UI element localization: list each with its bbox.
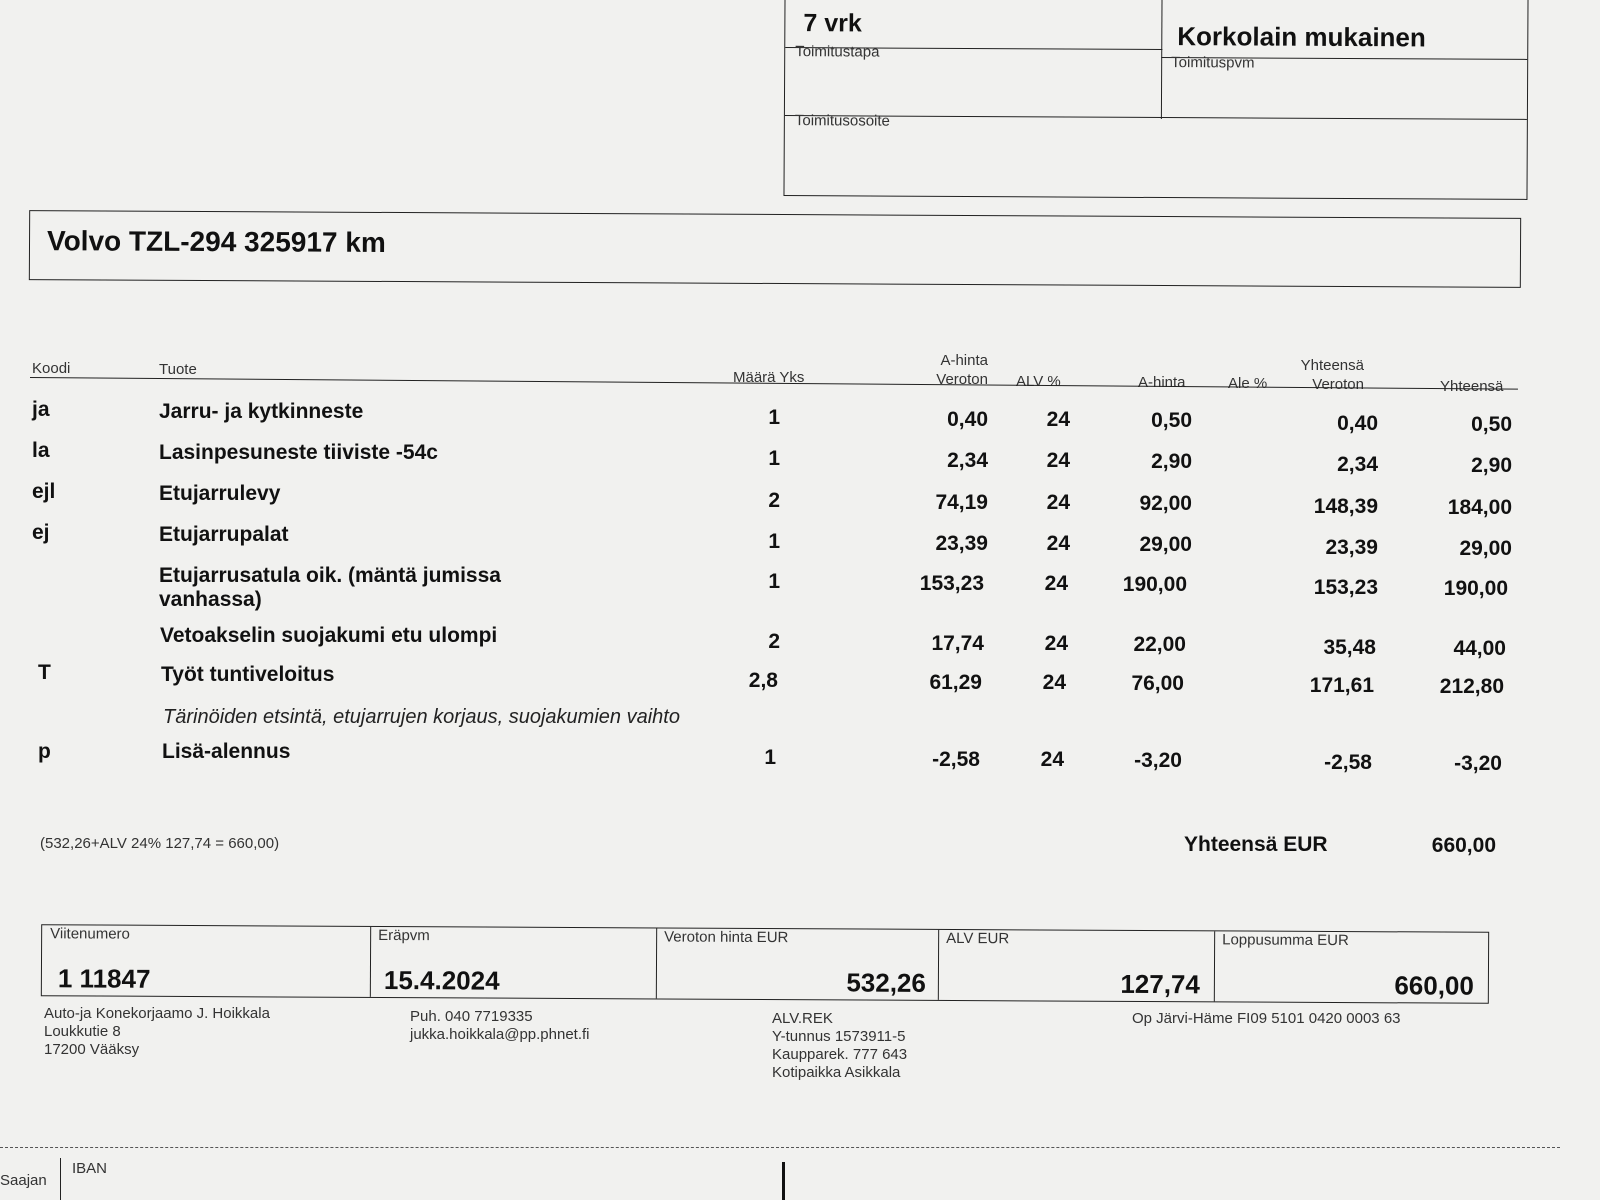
- table-row: [0, 562, 1600, 618]
- row-total-net: 171,61: [1309, 674, 1374, 697]
- row-price-net: -2,58: [932, 748, 980, 771]
- row-price-net: 23,39: [935, 532, 988, 555]
- row-total-net: -2,58: [1324, 751, 1372, 774]
- cut-line: [0, 1147, 1560, 1148]
- table-row: [0, 439, 1600, 477]
- vat-amount: 127,74: [1120, 968, 1200, 1000]
- col-unit-price-net-1: A-hinta: [940, 352, 988, 369]
- col-total-net-2: Veroton: [1312, 376, 1364, 393]
- row-price: -3,20: [1134, 749, 1182, 772]
- col-qty-unit: Määrä Yks: [733, 369, 805, 386]
- row-price: 76,00: [1131, 672, 1184, 695]
- table-row: [0, 622, 1600, 660]
- company-vat-reg: ALV.REK: [772, 1010, 833, 1027]
- delivery-days: 7 vrk: [803, 9, 862, 38]
- row-qty: 1: [768, 570, 780, 593]
- row-code: ej: [32, 521, 50, 544]
- row-total: 212,80: [1439, 675, 1504, 698]
- row-code: la: [32, 439, 50, 462]
- vehicle-info: Volvo TZL-294 325917 km: [46, 225, 386, 258]
- due-date: 15.4.2024: [383, 965, 500, 996]
- row-price: 2,90: [1151, 450, 1192, 473]
- iban-label: IBAN: [72, 1160, 108, 1177]
- row-total-net: 148,39: [1313, 495, 1378, 518]
- row-qty: 1: [764, 746, 776, 769]
- row-vat: 24: [1042, 671, 1066, 694]
- row-product: Vetoakselin suojakumi etu ulompi: [160, 624, 498, 647]
- vat-summary: (532,26+ALV 24% 127,74 = 660,00): [40, 835, 280, 852]
- table-row: [0, 661, 1600, 698]
- row-vat: 24: [1044, 632, 1068, 655]
- row-price: 29,00: [1139, 533, 1192, 556]
- total-value: 660,00: [1431, 834, 1496, 857]
- company-address: [44, 1005, 270, 1059]
- reference-number: 1 11847: [57, 963, 151, 994]
- row-code: p: [38, 740, 51, 763]
- row-qty: 1: [768, 447, 780, 470]
- row-price: 22,00: [1133, 633, 1186, 656]
- due-date-cell: [370, 927, 657, 999]
- row-total-net: 0,40: [1337, 412, 1378, 435]
- row-total: 44,00: [1453, 637, 1506, 660]
- table-row: [0, 521, 1600, 560]
- total-label: Yhteensä EUR: [1184, 833, 1328, 856]
- row-price-net: 74,19: [935, 491, 988, 514]
- company-domicile: Kotipaikka Asikkala: [772, 1064, 901, 1081]
- row-qty: 1: [768, 530, 780, 553]
- company-city: 17200 Vääksy: [44, 1041, 140, 1058]
- company-email: jukka.hoikkala@pp.phnet.fi: [410, 1026, 590, 1043]
- reference-cell: [42, 925, 371, 997]
- row-total: 190,00: [1443, 577, 1508, 600]
- work-note: Tärinöiden etsintä, etujarrujen korjaus, suojakumien vaihto: [163, 706, 680, 728]
- vat-amount-label: ALV EUR: [946, 929, 1010, 948]
- row-product-line2: vanhassa): [159, 588, 262, 611]
- row-total: 0,50: [1471, 413, 1512, 436]
- row-total: 2,90: [1471, 454, 1512, 477]
- table-header: [0, 0, 1600, 400]
- company-name: Auto-ja Konekorjaamo J. Hoikkala: [44, 1005, 270, 1022]
- row-total: -3,20: [1454, 752, 1502, 775]
- payment-summary-box: [41, 924, 1489, 1004]
- grand-total: 660,00: [1394, 970, 1474, 1001]
- due-date-label: Eräpvm: [378, 926, 430, 945]
- row-qty: 1: [768, 406, 780, 429]
- col-vat: ALV %: [1016, 373, 1061, 390]
- giro-divider-2: [782, 1162, 785, 1200]
- row-vat: 24: [1046, 532, 1070, 555]
- row-total-net: 2,34: [1337, 453, 1378, 476]
- row-price-net: 61,29: [929, 671, 982, 694]
- row-qty: 2: [768, 489, 780, 512]
- interest-terms: Korkolain mukainen: [1177, 21, 1426, 53]
- net-price-label: Veroton hinta EUR: [664, 928, 789, 947]
- company-phone: Puh. 040 7719335: [410, 1008, 533, 1025]
- reference-label: Viitenumero: [50, 925, 130, 943]
- row-total-net: 153,23: [1313, 576, 1378, 599]
- col-total: Yhteensä: [1440, 378, 1504, 395]
- row-price: 92,00: [1139, 492, 1192, 515]
- row-product: Lisä-alennus: [162, 740, 291, 763]
- row-total-net: 23,39: [1325, 536, 1378, 559]
- col-discount: Ale %: [1228, 375, 1268, 392]
- table-row: [0, 398, 1600, 436]
- row-product: Etujarrupalat: [159, 523, 289, 546]
- table-row: [0, 740, 1600, 775]
- row-price-net: 2,34: [947, 449, 988, 472]
- col-unit-price-net-2: Veroton: [936, 371, 988, 388]
- company-bank: Op Järvi-Häme FI09 5101 0420 0003 63: [1132, 1010, 1401, 1027]
- row-price-net: 0,40: [947, 408, 988, 431]
- company-trade-reg: Kaupparek. 777 643: [772, 1046, 908, 1063]
- row-vat: 24: [1046, 491, 1070, 514]
- row-product: Etujarrulevy: [159, 482, 281, 505]
- row-vat: 24: [1040, 748, 1064, 771]
- company-contact: [410, 1008, 590, 1044]
- payee-label: Saajan: [0, 1172, 47, 1189]
- row-vat: 24: [1044, 572, 1068, 595]
- row-product: Etujarrusatula oik. (mäntä jumissa: [159, 564, 501, 587]
- col-total-net-1: Yhteensä: [1300, 357, 1364, 374]
- row-total: 29,00: [1459, 537, 1512, 560]
- row-price: 190,00: [1122, 573, 1187, 596]
- grand-total-label: Loppusumma EUR: [1222, 931, 1349, 950]
- row-price-net: 17,74: [931, 632, 984, 655]
- row-qty: 2: [768, 630, 780, 653]
- row-total: 184,00: [1447, 496, 1512, 519]
- giro-divider: [60, 1158, 61, 1200]
- net-price: 532,26: [846, 967, 926, 998]
- row-code: ejl: [32, 480, 56, 503]
- row-product: Jarru- ja kytkinneste: [159, 400, 364, 423]
- row-qty: 2,8: [748, 669, 778, 692]
- row-code: T: [38, 661, 51, 684]
- col-code: Koodi: [32, 360, 71, 377]
- delivery-method-label: Toimitustapa: [795, 43, 880, 61]
- col-product: Tuote: [159, 361, 197, 378]
- grand-total-cell: [1214, 931, 1486, 1002]
- row-code: ja: [32, 398, 50, 421]
- row-product: Lasinpesuneste tiiviste -54c: [159, 441, 438, 464]
- company-registration: [772, 1010, 907, 1082]
- row-price-net: 153,23: [919, 572, 984, 595]
- net-price-cell: [656, 928, 939, 999]
- company-business-id: Y-tunnus 1573911-5: [772, 1028, 906, 1045]
- row-vat: 24: [1046, 449, 1070, 472]
- delivery-date-label: Toimituspvm: [1171, 54, 1255, 72]
- row-product: Työt tuntiveloitus: [161, 663, 335, 686]
- row-vat: 24: [1046, 408, 1070, 431]
- col-unit-price: A-hinta: [1138, 374, 1186, 391]
- delivery-address-label: Toimitusosoite: [794, 112, 890, 130]
- company-street: Loukkutie 8: [44, 1023, 121, 1040]
- vat-amount-cell: [938, 930, 1215, 1001]
- row-total-net: 35,48: [1323, 636, 1376, 659]
- row-price: 0,50: [1151, 409, 1192, 432]
- table-row: [0, 480, 1600, 519]
